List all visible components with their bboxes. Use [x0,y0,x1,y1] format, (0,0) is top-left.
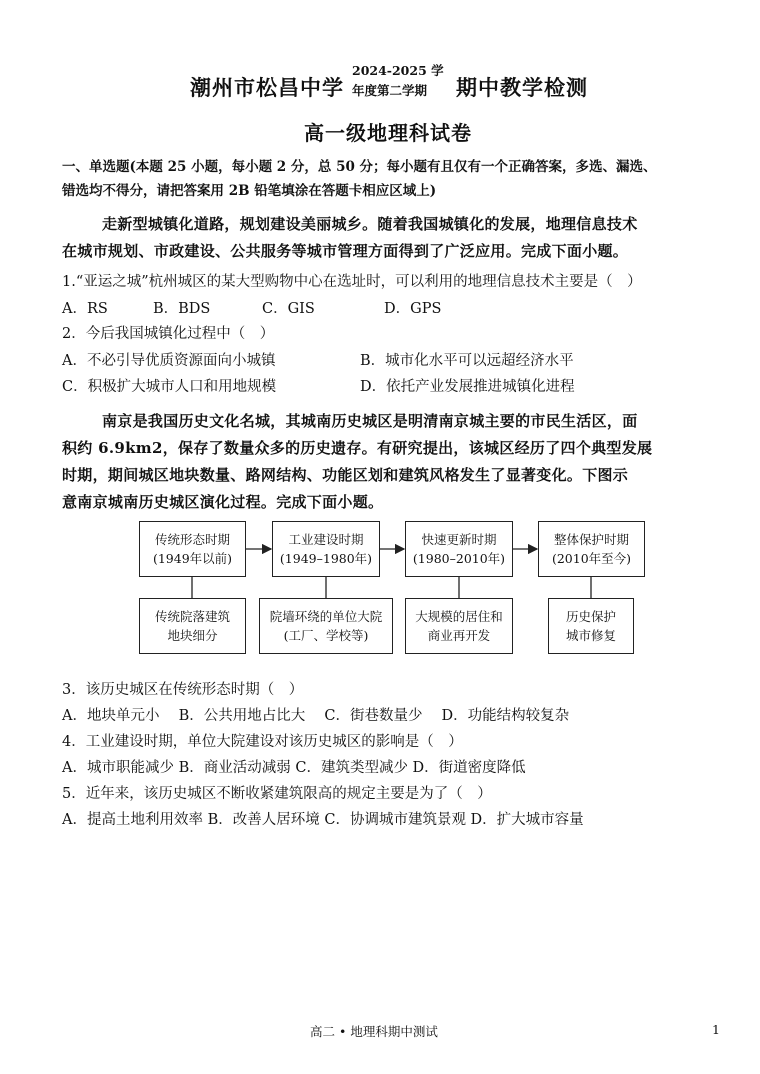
feature-line2: 商业再开发 [427,628,491,643]
feature-box-traditional [139,598,246,654]
q2-option-c: C．积极扩大城市人口和用地规模 [62,379,277,395]
school-name: 潮州市松昌中学 [190,75,344,100]
period-box-industrial [272,521,380,577]
passage2-line1: 南京是我国历史文化名城，其城南历史城区是明清南京城主要的市民生活区，面 [102,412,638,430]
q4-options: A．城市职能减少 B．商业活动减弱 C．建筑类型减少 D．街道密度降低 [62,760,526,776]
period-name: 整体保护时期 [553,532,629,547]
q1-option-a: A．RS [62,301,108,317]
feature-box-protection [548,598,634,654]
period-name: 传统形态时期 [154,532,230,547]
exam-name: 期中教学检测 [456,75,588,100]
passage2-line3: 时期，期间城区地块数量、路网结构、功能区划和建筑风格发生了显著变化。下图示 [62,466,629,484]
q3-stem: 3．该历史城区在传统形态时期（ ） [62,682,304,698]
q5-stem: 5．近年来，该历史城区不断收紧建筑限高的规定主要是为了（ ） [62,786,492,802]
feature-line1: 大规模的居住和 [415,609,503,624]
feature-line2: (工厂、学校等) [283,628,369,643]
period-box-protection [538,521,645,577]
paper-title: 高一级地理科试卷 [304,121,472,145]
feature-box-rapid-renewal [405,598,513,654]
q1-option-b: B．BDS [153,301,211,317]
semester: 年度第二学期 [352,83,428,98]
period-name: 工业建设时期 [288,532,364,547]
period-years: (1980–2010年) [412,551,506,566]
period-years: (1949年以前) [152,551,233,566]
academic-year: 2024-2025 学 [352,63,444,78]
q1-option-d: D．GPS [384,301,442,317]
q1-stem: 1.“亚运之城”杭州城区的某大型购物中心在选址时，可以利用的地理信息技术主要是（ ） [62,274,642,290]
feature-line2: 城市修复 [565,628,616,643]
section-instructions-line1: 一、单选题(本题 25 小题，每小题 2 分，总 50 分；每小题有且仅有一个正确答案，多选、漏选、 [62,159,657,175]
period-box-traditional [139,521,246,577]
q3-options: A．地块单元小 B．公共用地占比大 C．街巷数量少 D．功能结构较复杂 [62,708,570,724]
q4-stem: 4．工业建设时期，单位大院建设对该历史城区的影响是（ ） [62,734,463,750]
page-footer: 高二 • 地理科期中测试 [310,1024,438,1039]
q2-option-d: D．依托产业发展推进城镇化进程 [360,379,575,395]
passage1-line2: 在城市规划、市政建设、公共服务等城市管理方面得到了广泛应用。完成下面小题。 [62,242,629,260]
page-number: 1 [712,1022,720,1037]
passage1-line1: 走新型城镇化道路，规划建设美丽城乡。随着我国城镇化的发展，地理信息技术 [102,215,638,233]
period-years: (2010年至今) [551,551,632,566]
feature-line2: 地块细分 [167,628,218,643]
q1-option-c: C．GIS [262,301,315,317]
feature-line1: 历史保护 [565,609,616,624]
passage2-line2: 积约 6.9km2，保存了数量众多的历史遗存。有研究提出，该城区经历了四个典型发展 [62,439,653,457]
section-instructions-line2: 错选均不得分，请把答案用 2B 铅笔填涂在答题卡相应区域上) [62,183,437,199]
q2-stem: 2．今后我国城镇化过程中（ ） [62,326,275,342]
feature-box-industrial [259,598,393,654]
feature-line1: 传统院落建筑 [154,609,230,624]
period-years: (1949–1980年) [279,551,373,566]
period-box-rapid-renewal [405,521,513,577]
q2-option-b: B．城市化水平可以远超经济水平 [360,353,574,369]
q2-option-a: A．不必引导优质资源面向小城镇 [62,353,276,369]
feature-line1: 院墙环绕的单位大院 [269,609,383,624]
passage2-line4: 意南京城南历史城区演化过程。完成下面小题。 [62,493,384,511]
q5-options: A．提高土地利用效率 B．改善人居环境 C．协调城市建筑景观 D．扩大城市容量 [62,812,584,828]
period-name: 快速更新时期 [421,532,497,547]
